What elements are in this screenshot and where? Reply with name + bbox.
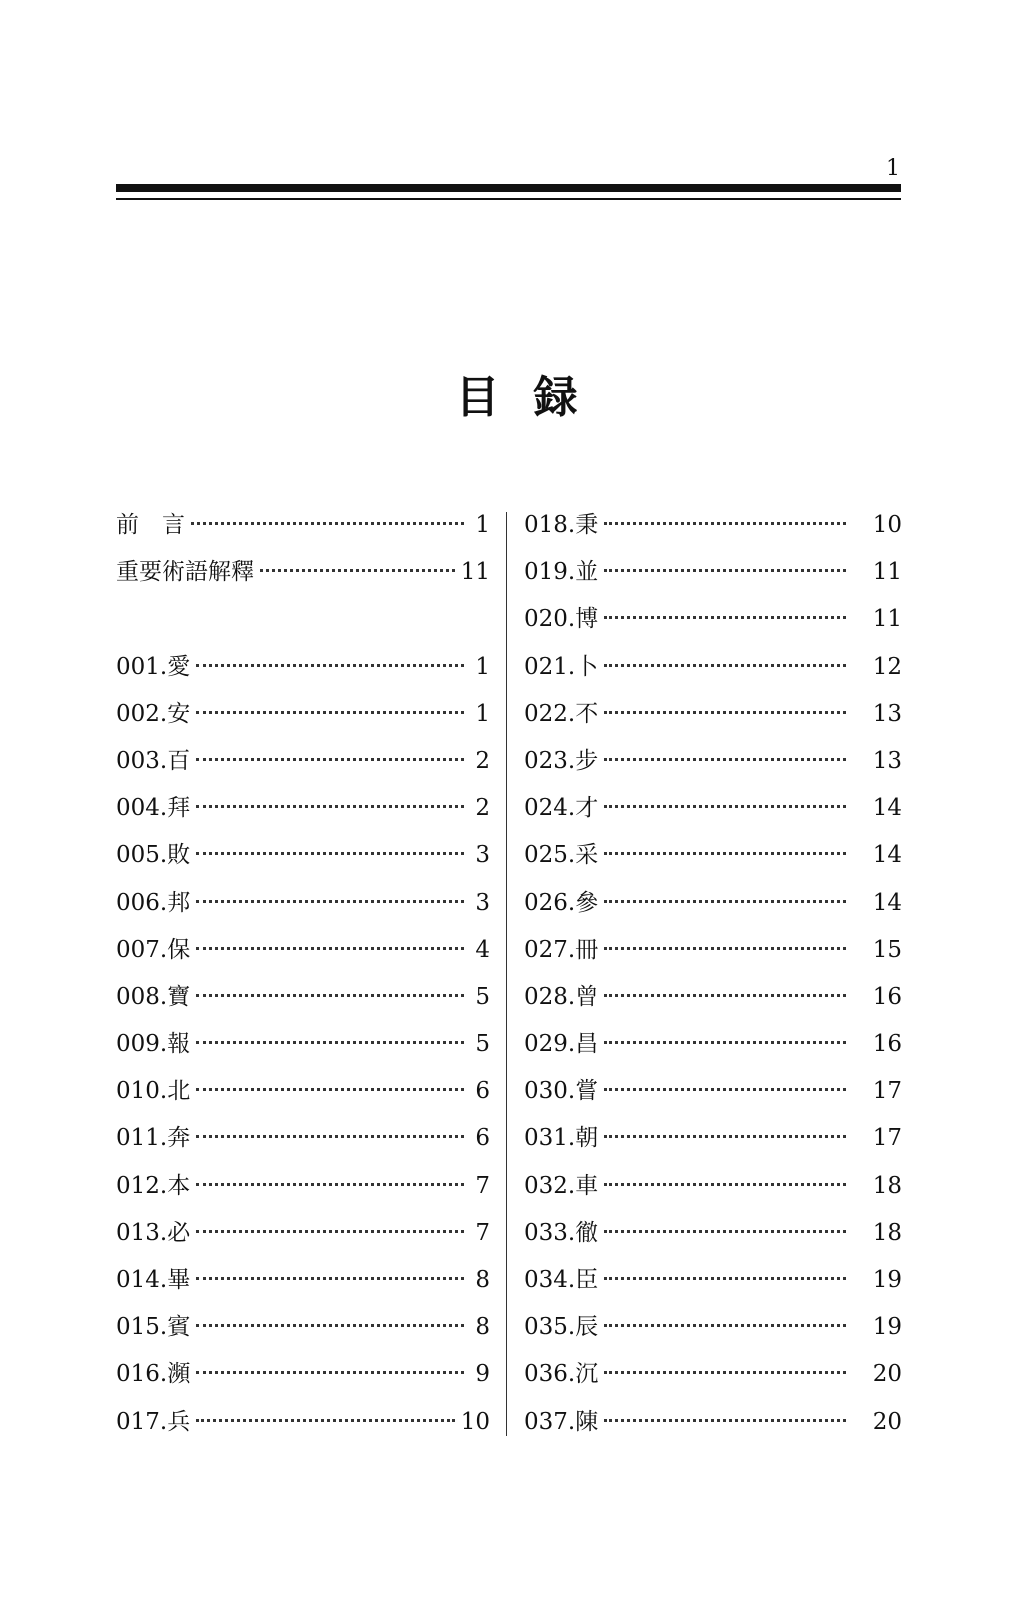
toc-entry <box>524 832 902 879</box>
toc-leader-dots <box>196 664 464 667</box>
toc-entry-page: 1 <box>475 512 490 538</box>
toc-entry <box>116 691 490 738</box>
toc-entry-label: 018.秉 <box>524 512 599 538</box>
toc-entry-page: 5 <box>475 983 490 1010</box>
toc-leader-dots <box>196 947 464 950</box>
toc-entry-page: 19 <box>872 1267 902 1293</box>
toc-leader-dots <box>604 616 846 619</box>
toc-entry-label: 031.朝 <box>524 1125 599 1152</box>
toc-entry-page: 14 <box>872 842 902 869</box>
toc-entry-page: 13 <box>872 700 902 727</box>
toc-entry-label: 021.卜 <box>524 653 599 680</box>
toc-entry-page: 1 <box>475 653 490 680</box>
toc-entry-label: 019.並 <box>524 559 599 586</box>
toc-entry-label: 前 言 <box>116 512 185 538</box>
toc-entry-label: 001.愛 <box>116 653 191 680</box>
toc-entry-label: 026.參 <box>524 889 599 916</box>
toc-entry-label: 025.采 <box>524 842 599 869</box>
toc-entry-page: 18 <box>872 1219 902 1246</box>
toc-entry <box>524 1163 902 1210</box>
toc-entry <box>116 502 490 549</box>
header-rule-thick <box>116 184 901 192</box>
toc-leader-dots <box>196 1371 464 1374</box>
toc-entry <box>524 1021 902 1068</box>
toc-entry-page: 13 <box>872 747 902 774</box>
toc-entry-page: 8 <box>475 1314 490 1341</box>
toc-leader-dots <box>604 947 846 950</box>
toc-entry-label: 002.安 <box>116 700 191 727</box>
toc-entry <box>116 738 490 785</box>
toc-leader-dots <box>604 1371 846 1374</box>
toc-entry-label: 037.陳 <box>524 1408 599 1435</box>
toc-entry <box>116 1163 490 1210</box>
toc-entry-label: 重要術語解釋 <box>116 559 254 586</box>
toc-entry-label: 003.百 <box>116 747 191 774</box>
toc-entry-label: 030.嘗 <box>524 1078 599 1105</box>
toc-entry-page: 16 <box>872 983 902 1010</box>
toc-entry-page: 11 <box>872 606 902 633</box>
toc-entry-label: 011.奔 <box>116 1125 191 1152</box>
toc-leader-dots <box>604 1183 846 1186</box>
toc-entry-label: 035.辰 <box>524 1314 599 1341</box>
toc-entry-label: 006.邦 <box>116 889 191 916</box>
toc-entry-label: 010.北 <box>116 1078 191 1105</box>
toc-leader-dots <box>604 758 846 761</box>
toc-entry-page: 10 <box>460 1408 490 1435</box>
toc-entry-label: 005.敗 <box>116 842 191 869</box>
toc-entry <box>116 1021 490 1068</box>
toc-entry-page: 3 <box>475 842 490 869</box>
toc-entry <box>524 785 902 832</box>
toc-entry-label: 015.賓 <box>116 1314 191 1341</box>
toc-entry-page: 10 <box>872 512 902 538</box>
toc-entry <box>524 974 902 1021</box>
toc-entry <box>116 1068 490 1115</box>
toc-leader-dots <box>196 711 464 714</box>
toc-entry-page: 19 <box>872 1314 902 1341</box>
toc-entry-label: 020.博 <box>524 606 599 633</box>
toc-entry-label: 004.拜 <box>116 795 191 822</box>
toc-leader-dots <box>196 805 464 808</box>
toc-leader-dots <box>191 522 464 525</box>
toc-leader-dots <box>604 1088 846 1091</box>
toc-entry <box>524 1210 902 1257</box>
toc-entry-page: 5 <box>475 1031 490 1058</box>
toc-entry-page: 17 <box>872 1125 902 1152</box>
toc-entry <box>116 1257 490 1304</box>
toc-leader-dots <box>196 994 464 997</box>
toc-entry <box>524 738 902 785</box>
toc-leader-dots <box>196 1419 455 1422</box>
toc-entry <box>524 1399 902 1446</box>
toc-column-right <box>524 502 902 1446</box>
toc-entry-label: 024.才 <box>524 795 599 822</box>
toc-entry-page: 7 <box>475 1172 490 1199</box>
toc-leader-dots <box>604 852 846 855</box>
toc-leader-dots <box>604 711 846 714</box>
toc-entry <box>116 974 490 1021</box>
toc-entry <box>524 927 902 974</box>
toc-entry-label: 007.保 <box>116 936 191 963</box>
toc-entry <box>524 1068 902 1115</box>
toc-entry-page: 20 <box>872 1408 902 1435</box>
toc-entry <box>116 644 490 691</box>
toc-entry-page: 4 <box>475 936 490 963</box>
toc-entry <box>116 1210 490 1257</box>
column-divider <box>506 512 507 1436</box>
toc-leader-dots <box>604 1324 846 1327</box>
toc-entry <box>524 1115 902 1162</box>
toc-entry-page: 9 <box>475 1361 490 1388</box>
toc-entry-label: 028.曾 <box>524 983 599 1010</box>
toc-leader-dots <box>260 569 455 572</box>
toc-entry-page: 17 <box>872 1078 902 1105</box>
toc-entry-page: 7 <box>475 1219 490 1246</box>
toc-entry <box>524 691 902 738</box>
header-rule-thin <box>116 198 901 200</box>
toc-entry-label: 014.畢 <box>116 1267 191 1293</box>
toc-leader-dots <box>604 994 846 997</box>
toc-entry-page: 11 <box>460 559 490 586</box>
toc-entry <box>116 832 490 879</box>
toc-entry-page: 6 <box>475 1078 490 1105</box>
toc-entry-page: 3 <box>475 889 490 916</box>
toc-entry <box>524 1351 902 1398</box>
toc-entry-label: 017.兵 <box>116 1408 191 1435</box>
toc-entry-page: 15 <box>872 936 902 963</box>
toc-entry-label: 022.不 <box>524 700 599 727</box>
toc-entry-label: 029.昌 <box>524 1031 599 1058</box>
toc-leader-dots <box>604 664 846 667</box>
toc-entry-page: 11 <box>872 559 902 586</box>
toc-entry <box>524 1257 902 1304</box>
toc-entry-page: 2 <box>475 795 490 822</box>
toc-leader-dots <box>196 1135 464 1138</box>
toc-leader-dots <box>196 1041 464 1044</box>
toc-entry-page: 16 <box>872 1031 902 1058</box>
toc-leader-dots <box>196 1230 464 1233</box>
toc-leader-dots <box>604 1135 846 1138</box>
toc-entry <box>116 1304 490 1351</box>
toc-entry-page: 12 <box>872 653 902 680</box>
toc-entry-page: 14 <box>872 795 902 822</box>
toc-leader-dots <box>604 1419 846 1422</box>
toc-entry <box>116 549 490 596</box>
toc-leader-dots <box>196 1324 464 1327</box>
toc-entry-label: 027.冊 <box>524 936 599 963</box>
toc-leader-dots <box>196 758 464 761</box>
toc-leader-dots <box>196 852 464 855</box>
toc-entry-label: 008.寶 <box>116 983 191 1010</box>
toc-entry-label: 032.車 <box>524 1172 599 1199</box>
toc-entry <box>116 1399 490 1446</box>
toc-leader-dots <box>604 1041 846 1044</box>
toc-entry-page: 18 <box>872 1172 902 1199</box>
toc-entry-page: 20 <box>872 1361 902 1388</box>
toc-entry-label: 016.瀕 <box>116 1361 191 1388</box>
toc-leader-dots <box>604 900 846 903</box>
toc-entry <box>524 502 902 549</box>
toc-entry <box>524 549 902 596</box>
toc-leader-dots <box>196 1088 464 1091</box>
toc-entry <box>524 1304 902 1351</box>
toc-entry <box>116 1351 490 1398</box>
toc-entry-page: 2 <box>475 747 490 774</box>
toc-spacer <box>116 596 490 643</box>
toc-entry-label: 023.步 <box>524 747 599 774</box>
toc-entry <box>524 880 902 927</box>
toc-leader-dots <box>604 569 846 572</box>
toc-entry <box>116 785 490 832</box>
toc-entry <box>524 596 902 643</box>
toc-entry-page: 14 <box>872 889 902 916</box>
page-number: 1 <box>886 156 900 181</box>
toc-entry-label: 034.臣 <box>524 1267 599 1293</box>
toc-entry <box>116 1115 490 1162</box>
toc-entry-label: 036.沉 <box>524 1361 599 1388</box>
toc-entry-label: 013.必 <box>116 1219 191 1246</box>
toc-leader-dots <box>604 1277 846 1280</box>
toc-leader-dots <box>196 1183 464 1186</box>
toc-leader-dots <box>604 1230 846 1233</box>
toc-column-left <box>116 502 490 1446</box>
toc-entry <box>524 644 902 691</box>
toc-title: 目録 <box>455 372 612 423</box>
toc-entry-label: 009.報 <box>116 1031 191 1058</box>
toc-leader-dots <box>196 1277 464 1280</box>
toc-entry <box>116 880 490 927</box>
toc-entry-label: 012.本 <box>116 1172 191 1199</box>
toc-leader-dots <box>196 900 464 903</box>
toc-leader-dots <box>604 805 846 808</box>
toc-entry-page: 1 <box>475 700 490 727</box>
toc-entry <box>116 927 490 974</box>
toc-entry-label: 033.徹 <box>524 1219 599 1246</box>
toc-entry-page: 8 <box>475 1267 490 1293</box>
toc-leader-dots <box>604 522 846 525</box>
toc-entry-page: 6 <box>475 1125 490 1152</box>
